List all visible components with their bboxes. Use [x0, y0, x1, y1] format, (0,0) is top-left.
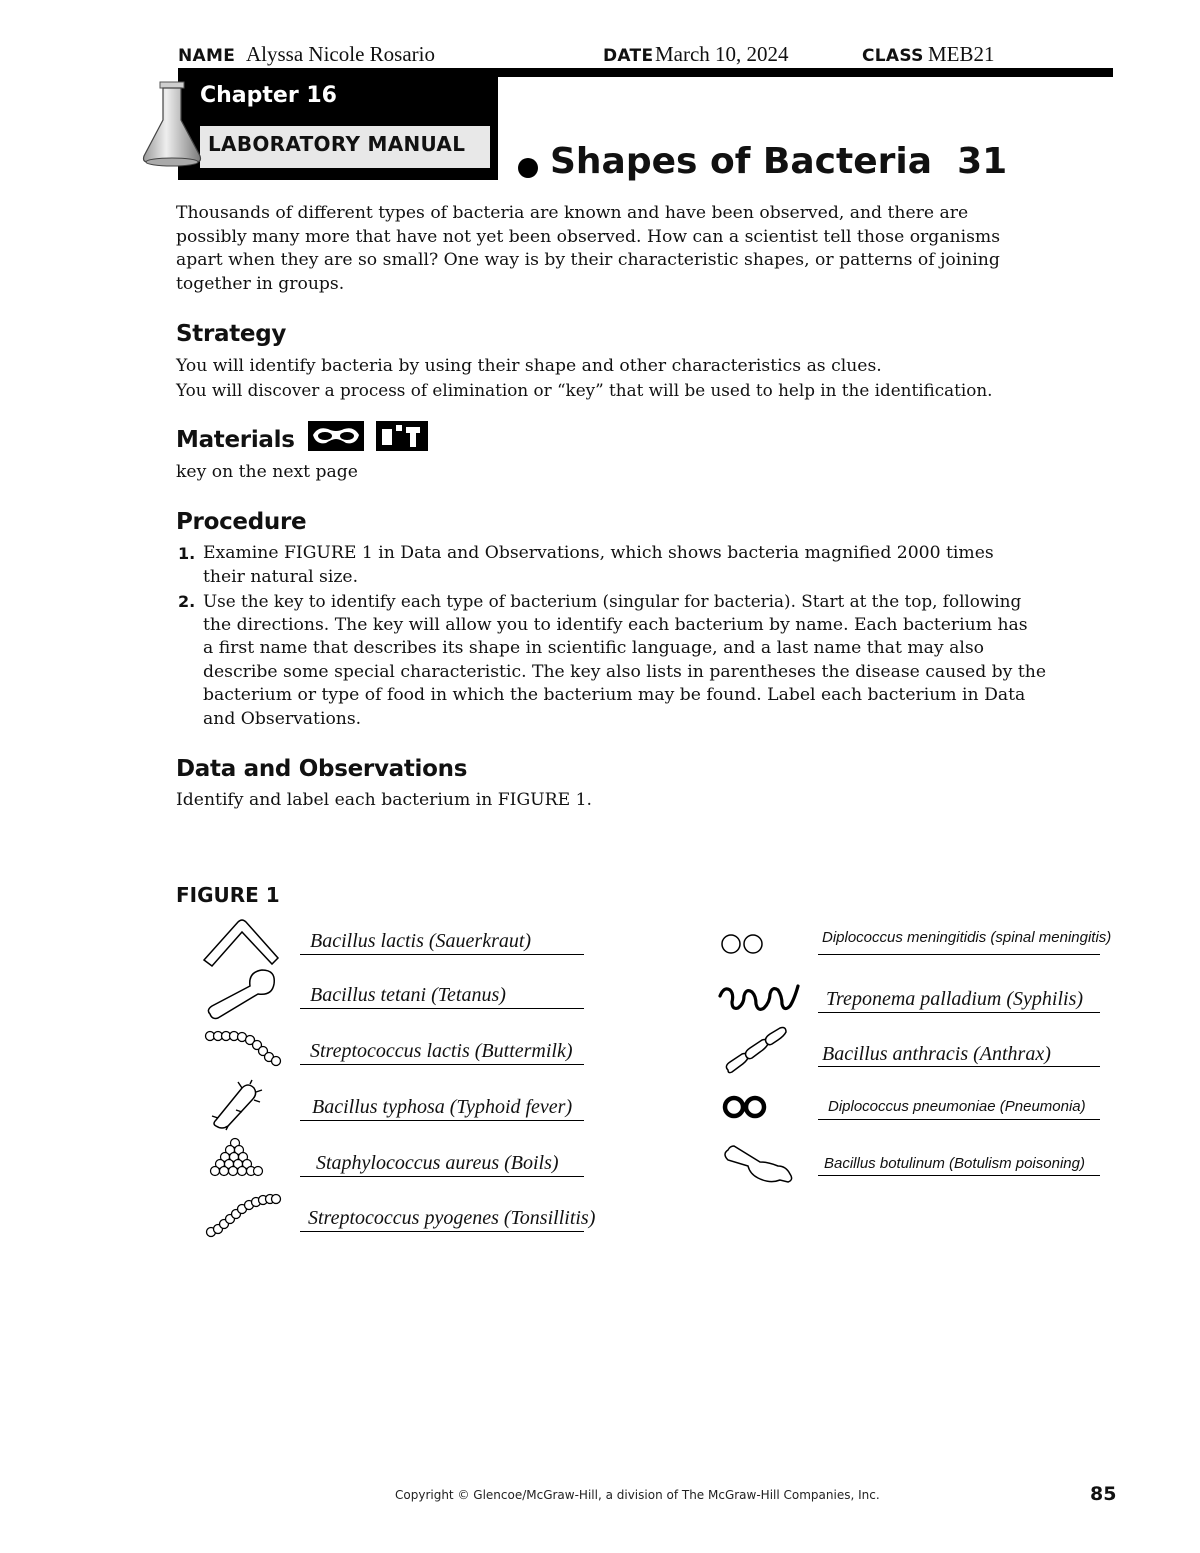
- bacterium-label: Bacillus anthracis (Anthrax): [822, 1043, 1051, 1065]
- bacterium-label: Bacillus tetani (Tetanus): [310, 984, 506, 1006]
- bacterium-label: Staphylococcus aureus (Boils): [316, 1152, 559, 1174]
- bacterium-label: Bacillus lactis (Sauerkraut): [310, 930, 532, 952]
- answer-line: [818, 954, 1100, 955]
- strategy-line: You will discover a process of elimination or “key” that will be used to help in the identification.: [176, 379, 993, 400]
- bacterium-label: Diplococcus meningitidis (spinal meningitis): [822, 929, 1112, 946]
- strategy-line: You will identify bacteria by using their shape and other characteristics as clues.: [176, 356, 882, 376]
- title-text: Shapes of Bacteria: [550, 141, 933, 182]
- data-observations-heading: Data and Observations: [176, 756, 468, 782]
- answer-line: [818, 1175, 1100, 1176]
- page-title: [550, 141, 1007, 182]
- spirochete-bacterium-icon: [718, 982, 800, 1018]
- procedure-item: [178, 590, 1123, 734]
- procedure-number: 2.: [178, 592, 196, 611]
- procedure-text: [203, 542, 1123, 589]
- chain-rod-bacterium-icon: [724, 1026, 790, 1076]
- procedure-number: 1.: [178, 544, 196, 563]
- intro-line: together in groups.: [176, 273, 345, 294]
- answer-line: [300, 1120, 584, 1121]
- intro-paragraph: [176, 202, 1121, 296]
- name-value: Alyssa Nicole Rosario: [246, 42, 435, 66]
- page-number: 85: [1090, 1483, 1117, 1505]
- curved-chain-cocci-bacterium-icon: [204, 1192, 280, 1240]
- intro-line: apart when they are so small? One way is by their characteristic shapes, or patterns of joining: [176, 250, 1000, 270]
- answer-line: [300, 1064, 584, 1065]
- intro-line: Thousands of different types of bacteria are known and have been observed, and there are: [176, 203, 969, 223]
- intro-line: possibly many more that have not yet been observed. How can a scientist tell those organisms: [176, 226, 1001, 247]
- flagellated-rod-bacterium-icon: [206, 1080, 266, 1130]
- answer-line: [818, 1012, 1100, 1013]
- title-bullet: [518, 158, 538, 178]
- procedure-line: describe some special characteristic. The key also lists in parentheses the disease caused by the: [203, 661, 1046, 682]
- figure-label: FIGURE 1: [176, 883, 280, 907]
- strategy-heading: Strategy: [176, 321, 287, 347]
- procedure-line: the directions. The key will allow you to identify each bacterium by name. Each bacterium has: [203, 614, 1028, 635]
- materials-heading: Materials: [176, 427, 295, 453]
- procedure-line: Examine FIGURE 1 in Data and Observations, which shows bacteria magnified 2000 times: [203, 543, 994, 563]
- bacterium-label: Bacillus botulinum (Botulism poisoning): [824, 1155, 1085, 1172]
- goggles-icon: [308, 421, 364, 451]
- lab-manual-label: LABORATORY MANUAL: [208, 132, 466, 156]
- procedure-line: their natural size.: [203, 566, 359, 587]
- lab-number: 31: [957, 141, 1008, 182]
- materials-text: key on the next page: [176, 462, 358, 482]
- answer-line: [818, 1119, 1100, 1120]
- bacterium-label: Streptococcus lactis (Buttermilk): [310, 1040, 573, 1062]
- answer-line: [300, 1008, 584, 1009]
- procedure-line: bacterium or type of food in which the bacterium may be found. Label each bacterium in Data: [203, 685, 1026, 705]
- microscope-safety-icon: [376, 421, 428, 451]
- diplococcus-bold-bacterium-icon: [722, 1094, 768, 1120]
- class-label: CLASS: [862, 46, 924, 66]
- answer-line: [300, 1176, 584, 1177]
- answer-line: [818, 1066, 1100, 1067]
- diplococcus-outline-bacterium-icon: [720, 932, 766, 956]
- bacterium-label: Bacillus typhosa (Typhoid fever): [312, 1096, 573, 1118]
- strategy-text: [176, 355, 1121, 402]
- date-label: DATE: [603, 46, 654, 66]
- chapter-title: Chapter 16: [200, 83, 337, 108]
- chain-cocci-bacterium-icon: [204, 1030, 284, 1070]
- cluster-cocci-bacterium-icon: [208, 1138, 262, 1178]
- name-label: NAME: [178, 46, 236, 66]
- bent-rod-bacterium-icon: [200, 916, 282, 970]
- spore-rod-bacterium-icon: [722, 1144, 794, 1186]
- procedure-item: [178, 542, 1123, 590]
- answer-line: [300, 954, 584, 955]
- procedure-heading: Procedure: [176, 509, 307, 535]
- answer-line: [300, 1231, 584, 1232]
- flask-icon: [138, 80, 208, 172]
- bacterium-label: Streptococcus pyogenes (Tonsillitis): [308, 1207, 596, 1229]
- copyright-notice: Copyright © Glencoe/McGraw-Hill, a division of The McGraw-Hill Companies, Inc.: [395, 1488, 880, 1502]
- bacterium-label: Treponema palladium (Syphilis): [826, 988, 1084, 1010]
- procedure-line: Use the key to identify each type of bacterium (singular for bacteria). Start at the top, following: [203, 591, 1022, 611]
- bacterium-label: Diplococcus pneumoniae (Pneumonia): [828, 1098, 1086, 1115]
- procedure-text: [203, 590, 1123, 731]
- date-value: March 10, 2024: [655, 42, 789, 66]
- data-observations-text: Identify and label each bacterium in FIGURE 1.: [176, 790, 593, 810]
- class-value: MEB21: [928, 42, 995, 66]
- club-shaped-bacterium-icon: [204, 968, 276, 1022]
- procedure-line: and Observations.: [203, 708, 362, 729]
- procedure-line: a first name that describes its shape in scientific language, and a last name that may also: [203, 638, 984, 658]
